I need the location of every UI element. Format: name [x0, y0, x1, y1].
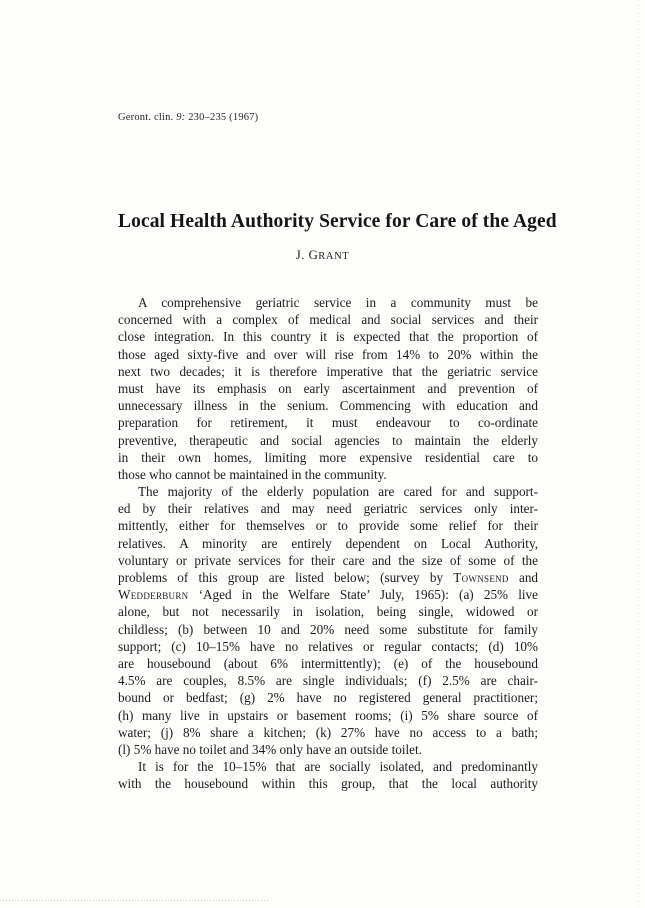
article-title: Local Health Authority Service for Care of the Aged: [118, 211, 557, 232]
article-author: [0, 247, 645, 263]
body-line: next two decades; it is therefore imperative that the geriatric service: [118, 363, 538, 379]
body-line: It is for the 10–15% that are socially isolated, and predominantly: [138, 759, 538, 775]
body-line: close integration. In this country it is expected that the proportion of: [118, 329, 538, 345]
body-line: with the housebound within this group, that the local authority: [118, 776, 538, 792]
body-line: in their own homes, limiting more expensive residential care to: [118, 449, 538, 465]
body-line: relatives. A minority are entirely dependent on Local Authority,: [118, 535, 538, 551]
body-line: voluntary or private services for their care and the size of some of the: [118, 552, 538, 568]
body-line: concerned with a complex of medical and social services and their: [118, 312, 538, 328]
body-line: childless; (b) between 10 and 20% need some substitute for family: [118, 621, 538, 637]
cited-author: Townsend: [453, 570, 509, 585]
journal-citation: [118, 112, 258, 123]
cited-author: Wedderburn: [118, 587, 189, 603]
scan-artifact-edge: [638, 0, 639, 908]
body-line-with-citation: [118, 569, 538, 586]
body-line: (l) 5% have no toilet and 34% only have an outside toilet.: [118, 741, 422, 757]
body-line: The majority of the elderly population are cared for and support-: [138, 484, 538, 500]
body-line: A comprehensive geriatric service in a community must be: [138, 295, 538, 310]
body-line: must have its emphasis on early ascertainment and prevention of: [118, 380, 538, 396]
body-text: and: [518, 570, 539, 585]
body-line: those aged sixty-five and over will rise from 14% to 20% within the: [118, 346, 538, 362]
body-line-with-citation: [118, 586, 538, 603]
body-line: alone, but not necessarily in isolation, being single, widowed or: [118, 604, 538, 620]
article-body: [118, 294, 538, 792]
body-line: support; (c) 10–15% have no relatives or regular contacts; (d) 10%: [118, 638, 538, 654]
body-line: 4.5% are couples, 8.5% are single individuals; (f) 2.5% are chair-: [118, 673, 538, 689]
body-line: bound or bedfast; (g) 2% have no registered general practitioner;: [118, 690, 538, 706]
journal-pages-year: 230–235 (1967): [188, 112, 259, 123]
journal-name: Geront. clin.: [118, 112, 174, 123]
body-line: ed by their relatives and may need geriatric services only inter-: [118, 501, 538, 517]
body-line: (h) many live in upstairs or basement rooms; (i) 5% share source of: [118, 707, 538, 723]
body-line: those who cannot be maintained in the community.: [118, 466, 387, 482]
scan-artifact-dots: [0, 900, 270, 901]
body-line: are housebound (about 6% intermittently); (e) of the housebound: [118, 655, 538, 671]
journal-volume: 9:: [176, 112, 186, 123]
body-line: unnecessary illness in the senium. Commencing with education and: [118, 398, 538, 414]
body-line: mittently, either for themselves or to provide some relief for their: [118, 518, 538, 534]
author-surname: RANT: [318, 251, 350, 262]
body-text: ‘Aged in the Welfare State’ July, 1965): (a) 25% live: [198, 587, 539, 603]
body-line: preparation for retirement, it must endeavour to co-ordinate: [118, 415, 538, 431]
author-initial: J. G: [295, 247, 319, 262]
body-text: problems of this group are listed below; (survey by: [118, 570, 444, 585]
body-line: preventive, therapeutic and social agencies to maintain the elderly: [118, 432, 538, 448]
body-line: water; (j) 8% share a kitchen; (k) 27% have no access to a bath;: [118, 724, 538, 740]
